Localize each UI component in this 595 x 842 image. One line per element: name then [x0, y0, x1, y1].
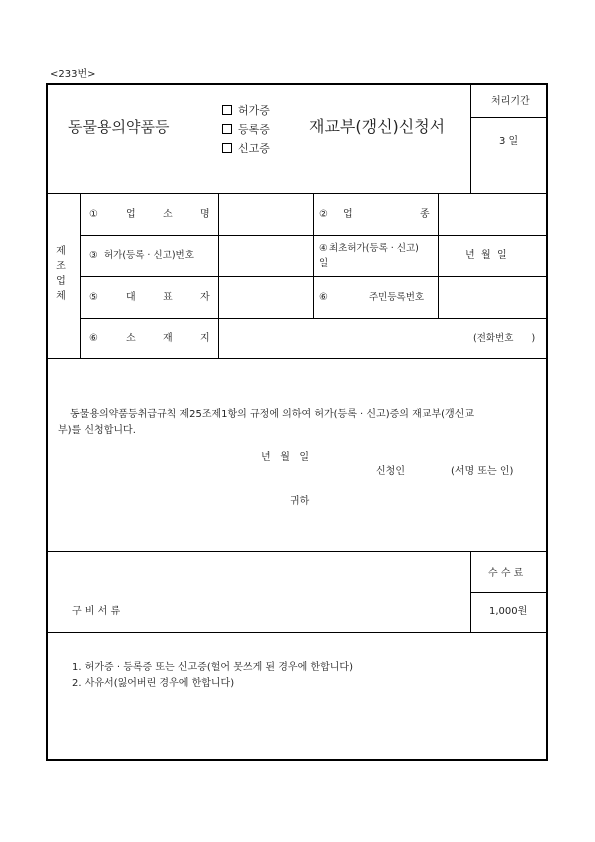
rule	[313, 193, 314, 318]
first-permit-date-label-cont: 일	[319, 258, 329, 269]
field-number: ④	[319, 243, 328, 254]
application-date[interactable]: 년 월 일	[261, 452, 310, 463]
checkbox[interactable]	[222, 124, 232, 134]
section-char: 체	[56, 291, 66, 302]
business-type-field[interactable]	[439, 194, 546, 234]
form-title-right: 재교부(갱신)신청서	[309, 117, 446, 136]
permit-number-field[interactable]	[219, 236, 312, 275]
section-char: 조	[56, 261, 66, 272]
field-label-char: 표	[163, 292, 173, 303]
field-label-char: 대	[126, 292, 136, 303]
address-field[interactable]	[219, 319, 469, 357]
first-permit-date-value[interactable]: 년 월 일	[465, 250, 507, 261]
field-label-char: 소	[163, 209, 173, 220]
field-number: ②	[319, 209, 328, 220]
fee-value: 1,000원	[489, 606, 528, 617]
form-frame	[46, 83, 548, 761]
field-label-char: 업	[126, 209, 136, 220]
field-label-char: 재	[163, 333, 173, 344]
field-label-char: 명	[200, 209, 210, 220]
document-item: 2. 사유서(잃어버린 경우에 한합니다)	[72, 678, 235, 689]
option-label: 허가증	[238, 104, 270, 117]
option-registration[interactable]	[222, 121, 270, 137]
permit-number-label: 허가(등록 · 신고)번호	[104, 250, 194, 261]
processing-label: 처리기간	[491, 96, 530, 107]
field-label-char: 자	[200, 292, 210, 303]
business-name-field[interactable]	[219, 194, 312, 234]
first-permit-date-label: 최초허가(등록 · 신고)	[329, 243, 419, 254]
field-number: ③	[89, 250, 98, 261]
option-report[interactable]	[222, 140, 270, 156]
option-label: 등록증	[238, 123, 270, 136]
rule	[47, 551, 547, 552]
processing-value: 3 일	[499, 136, 519, 147]
applicant-section-label	[54, 244, 68, 304]
document-item: 1. 허가증 · 등록증 또는 신고증(헐어 못쓰게 된 경우에 한합니다)	[72, 662, 353, 673]
signature-label[interactable]: (서명 또는 인)	[451, 466, 514, 477]
rule	[47, 358, 547, 359]
field-number: ⑥	[89, 333, 98, 344]
fee-label: 수 수 료	[488, 568, 524, 579]
checkbox[interactable]	[222, 143, 232, 153]
resident-number-field[interactable]	[439, 277, 546, 317]
documents-label: 구 비 서 류	[72, 606, 121, 617]
field-label-char: 소	[126, 333, 136, 344]
form-number: <233번>	[50, 69, 96, 80]
rule	[470, 84, 471, 193]
checkbox[interactable]	[222, 105, 232, 115]
field-number: ①	[89, 209, 98, 220]
rule	[470, 117, 547, 118]
phone-number-label: (전화번호 )	[473, 333, 536, 344]
field-number: ⑤	[89, 292, 98, 303]
applicant-label: 신청인	[376, 466, 405, 477]
rule	[47, 632, 547, 633]
statement-text: 동물용의약품등취급규칙 제25조제1항의 규정에 의하여 허가(등록 · 신고)증의 재교부(갱신교	[70, 409, 474, 420]
field-label-char: 업	[343, 209, 353, 220]
section-char: 제	[56, 246, 66, 257]
field-label-char: 지	[200, 333, 210, 344]
field-number: ⑥	[319, 292, 328, 303]
statement-text-cont: 부)를 신청합니다.	[58, 425, 136, 436]
option-label: 신고증	[238, 142, 270, 155]
recipient-label: 귀하	[290, 496, 310, 507]
resident-number-label: 주민등록번호	[369, 292, 425, 303]
form-title-left: 동물용의약품등	[68, 118, 170, 136]
section-char: 업	[56, 276, 66, 287]
option-permit[interactable]	[222, 102, 270, 118]
rule	[470, 592, 547, 593]
field-label-char: 종	[420, 209, 430, 220]
representative-field[interactable]	[219, 277, 312, 317]
